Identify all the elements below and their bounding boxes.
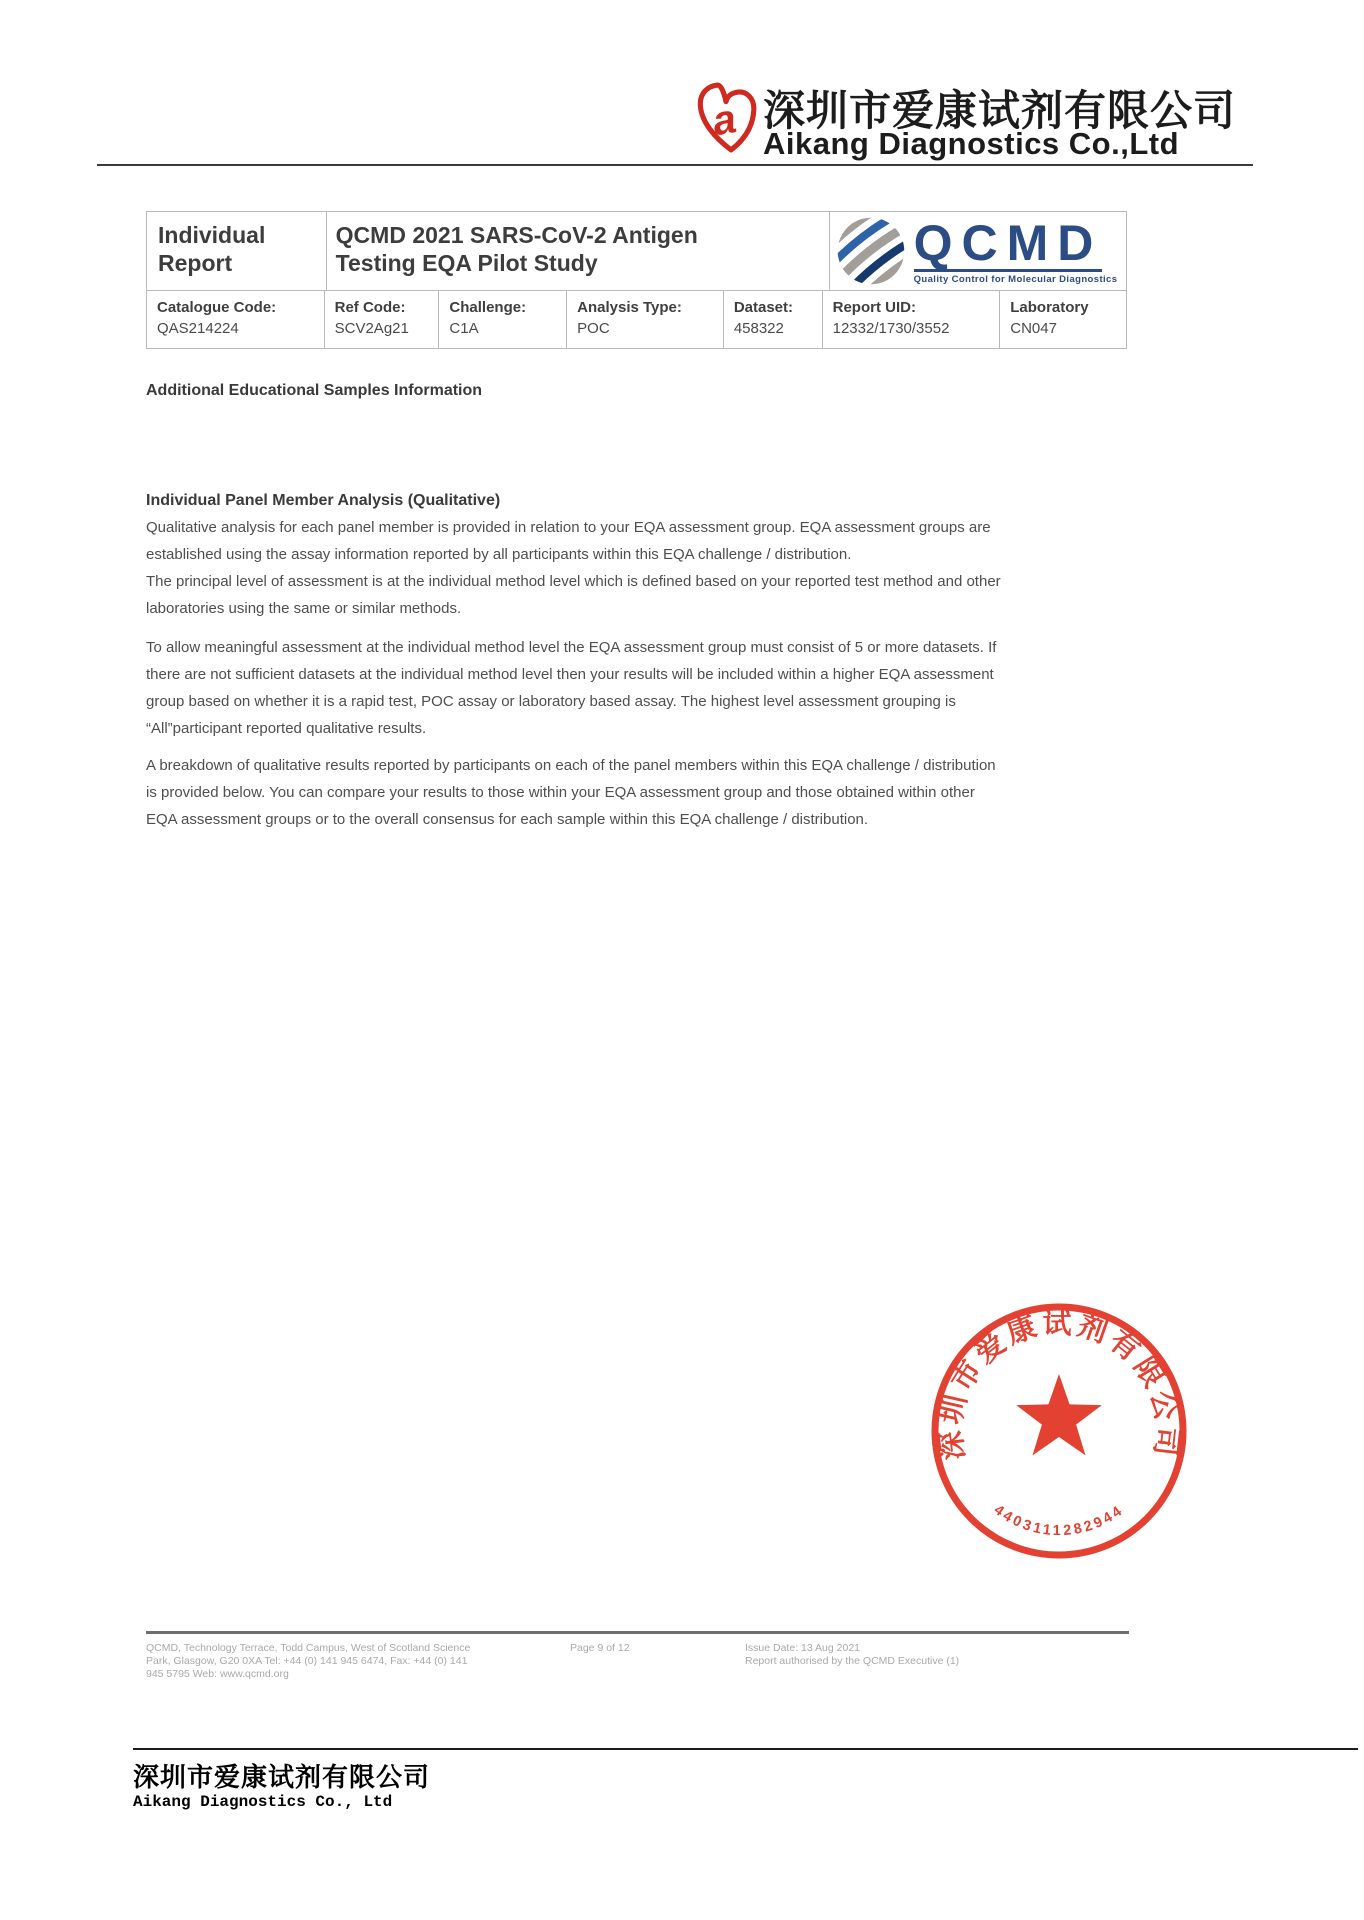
- footer-address: [146, 1642, 576, 1681]
- stamp-star-icon: [1016, 1374, 1102, 1455]
- header-company-name-cn: 深圳市爱康试剂有限公司: [763, 87, 1237, 134]
- footer-issue-date: Issue Date: 13 Aug 2021: [745, 1642, 861, 1654]
- body-line: group based on whether it is a rapid test, POC assay or laboratory based assay. The highest level assessment grouping is: [146, 693, 956, 710]
- paragraph-3: [146, 752, 1156, 833]
- stamp-arc-number: 4403111282944: [990, 1502, 1128, 1540]
- header-company-name-en: Aikang Diagnostics Co.,Ltd: [763, 126, 1180, 161]
- body-line: To allow meaningful assessment at the individual method level the EQA assessment group must consist of 5 or more datasets. If: [146, 639, 997, 656]
- field-analysis-type: [567, 291, 724, 348]
- svg-text:a: a: [708, 95, 740, 145]
- qcmd-globe-icon: [834, 215, 908, 287]
- field-value: C1A: [449, 320, 479, 337]
- footer-authorised: Report authorised by the QCMD Executive (1): [745, 1655, 960, 1667]
- bottom-divider: [133, 1748, 1358, 1750]
- field-label: Dataset:: [733, 299, 793, 316]
- field-value: QAS214224: [157, 320, 239, 337]
- report-fields-row: [147, 291, 1126, 348]
- field-ref-code: [325, 291, 440, 348]
- field-label: Challenge:: [449, 299, 527, 316]
- field-value: 12332/1730/3552: [832, 320, 950, 337]
- body-line: established using the assay information reported by all participants within this EQA challenge / distribution.: [146, 546, 852, 563]
- body-line: Qualitative analysis for each panel member is provided in relation to your EQA assessment group. EQA assessment groups are: [146, 519, 991, 536]
- field-value: CN047: [1010, 320, 1057, 337]
- report-header-table: [146, 211, 1127, 349]
- report-type-cell: [147, 212, 327, 290]
- body-line: laboratories using the same or similar methods.: [146, 600, 462, 617]
- report-type-line2: Report: [158, 250, 233, 276]
- field-laboratory: [1000, 291, 1126, 348]
- field-report-uid: [823, 291, 1001, 348]
- body-line: there are not sufficient datasets at the individual method level then your results will be included within a higher EQA assessment: [146, 666, 994, 683]
- section-heading-panel-analysis: Individual Panel Member Analysis (Qualitative): [146, 492, 501, 509]
- footer-issue-block: [745, 1642, 1165, 1668]
- company-seal-stamp: [926, 1298, 1192, 1564]
- field-value: POC: [577, 320, 610, 337]
- footer-address-line: QCMD, Technology Terrace, Todd Campus, West of Scotland Science: [146, 1642, 471, 1654]
- report-type-line1: Individual: [158, 222, 266, 248]
- field-dataset: [724, 291, 823, 348]
- report-title-row: [147, 212, 1126, 291]
- footer-page-number: Page 9 of 12: [570, 1642, 630, 1654]
- body-line: EQA assessment groups or to the overall consensus for each sample within this EQA challenge / distribution.: [146, 811, 869, 828]
- field-label: Analysis Type:: [577, 299, 682, 316]
- qcmd-wordmark: QCMD: [913, 215, 1103, 271]
- footer-address-line: 945 5795 Web: www.qcmd.org: [146, 1668, 289, 1680]
- body-line: is provided below. You can compare your results to those within your EQA assessment group and those obtained within other: [146, 784, 975, 801]
- svg-text:4403111282944: [991, 1502, 1128, 1539]
- field-value: 458322: [733, 320, 784, 337]
- field-label: Laboratory: [1010, 299, 1089, 316]
- study-title-line1: QCMD 2021 SARS-CoV-2 Antigen: [335, 222, 698, 248]
- body-line: The principal level of assessment is at the individual method level which is defined based on your reported test method and other: [146, 573, 1001, 590]
- body-line: A breakdown of qualitative results reported by participants on each of the panel members within this EQA challenge / distribution: [146, 757, 996, 774]
- stamp-arc-text: 深圳市爱康试剂有限公司: [934, 1308, 1184, 1462]
- bottom-company-name-cn: 深圳市爱康试剂有限公司: [133, 1762, 431, 1792]
- qcmd-tagline: Quality Control for Molecular Diagnostics: [913, 274, 1118, 285]
- header-divider: [97, 164, 1253, 166]
- aikang-logo-icon: [695, 80, 757, 154]
- field-label: Ref Code:: [334, 299, 406, 316]
- field-value: SCV2Ag21: [334, 320, 409, 337]
- qcmd-logo-cell: [830, 212, 1126, 290]
- field-label: Catalogue Code:: [157, 299, 277, 316]
- study-title-cell: [327, 212, 830, 290]
- field-catalogue-code: [147, 291, 325, 348]
- field-challenge: [439, 291, 567, 348]
- qcmd-wordmark-block: [914, 217, 1118, 285]
- body-line: “All”participant reported qualitative results.: [146, 720, 427, 737]
- bottom-company-name-en: Aikang Diagnostics Co., Ltd: [133, 1793, 393, 1811]
- paragraph-2: [146, 634, 1156, 742]
- footer-address-line: Park, Glasgow, G20 0XA Tel: +44 (0) 141 945 6474, Fax: +44 (0) 141: [146, 1655, 468, 1667]
- footer-divider: [146, 1631, 1129, 1634]
- field-label: Report UID:: [832, 299, 916, 316]
- study-title-line2: Testing EQA Pilot Study: [335, 250, 598, 276]
- paragraph-1: [146, 514, 1156, 622]
- section-heading-additional-samples: Additional Educational Samples Information: [146, 382, 483, 399]
